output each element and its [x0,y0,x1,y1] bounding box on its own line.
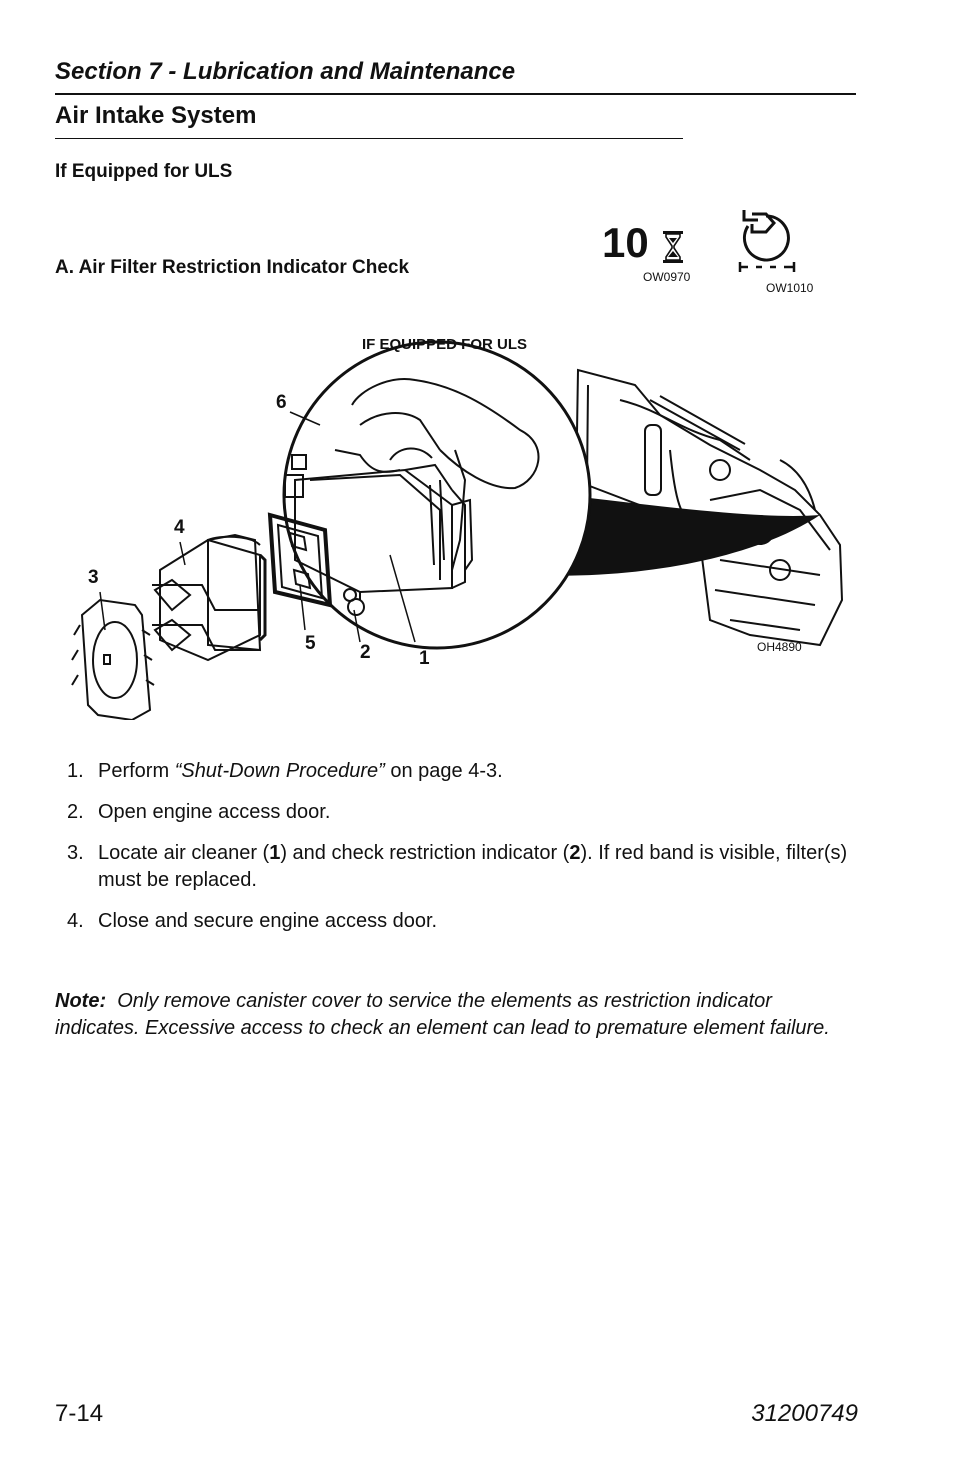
note [55,988,855,1042]
step-reference: “Shut-Down Procedure” [174,760,385,782]
step-number: 1. [67,760,84,782]
callout-2: 2 [360,642,371,663]
callout-5: 5 [305,633,316,654]
step-text: ) and check restriction indicator ( [280,842,570,864]
step-item [67,799,857,826]
section-title: Section 7 - Lubrication and Maintenance [55,58,516,85]
note-label: Note: [55,990,107,1012]
figure-code: OH4890 [757,640,802,654]
air-cleaner-figure [60,330,860,720]
hourglass-icon [662,230,684,264]
step-callout-ref: 2 [569,842,581,864]
step-text: Locate air cleaner ( [98,842,270,864]
step-callout-ref: 1 [269,842,281,864]
document-number: 31200749 [751,1400,858,1427]
subsection-rule [55,138,683,139]
step-text: Perform [98,760,175,782]
step-item [67,840,857,894]
step-text: on page 4-3. [384,760,503,782]
interval-hours: 10 [602,219,649,266]
step-text: Close and secure engine access door. [98,910,438,932]
service-point-icon [736,206,798,278]
procedure-steps [67,758,857,949]
callout-6: 6 [276,392,287,413]
callout-3: 3 [88,567,99,588]
service-icon-code: OW1010 [766,281,814,295]
callout-4: 4 [174,517,185,538]
sub-heading: If Equipped for ULS [55,161,233,182]
subsection-title: Air Intake System [55,102,257,129]
step-text: ). If red band is visible, filter(s) must be replaced. [98,842,848,891]
step-number: 3. [67,842,84,864]
header-rule [55,93,856,95]
note-text: Only remove canister cover to service the elements as restriction indicator indicates. Excessive access to check an element can lead to premature element failure. [55,990,830,1039]
step-item [67,758,857,785]
step-number: 2. [67,801,84,823]
step-text: Open engine access door. [98,801,331,823]
procedure-heading: A. Air Filter Restriction Indicator Check [55,257,410,278]
callout-1: 1 [419,648,430,669]
interval-icon-code: OW0970 [643,270,691,284]
step-item [67,908,857,935]
figure-title: IF EQUIPPED FOR ULS [362,336,528,353]
step-number: 4. [67,910,84,932]
page-number: 7-14 [55,1400,104,1427]
